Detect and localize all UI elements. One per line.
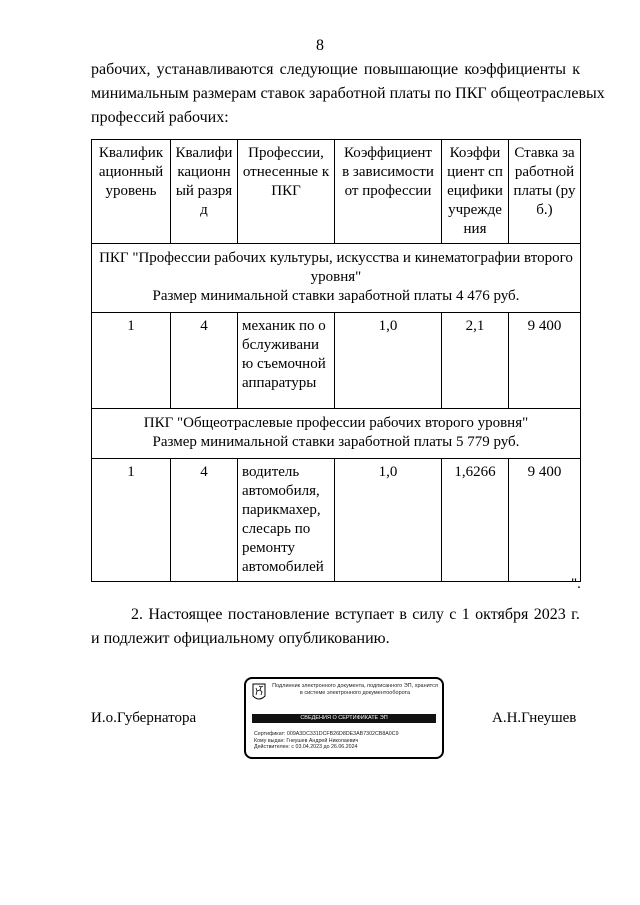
page-number: 8 (316, 37, 324, 54)
para-word: 2. (131, 606, 143, 623)
group-header (92, 244, 581, 313)
para-word: г. (571, 606, 580, 623)
para-line-2: и подлежит официальному опубликованию. (91, 630, 390, 647)
intro-word: рабочих, (91, 61, 151, 78)
para-word: в (399, 606, 407, 623)
stamp-certificate-banner: СВЕДЕНИЯ О СЕРТИФИКАТЕ ЭП (252, 714, 436, 723)
cell-profession: механик по обслуживанию съемочной аппаратуры (238, 313, 335, 409)
cell-profession-coefficient: 1,0 (335, 459, 442, 582)
para-line-1 (91, 603, 580, 627)
stamp-info (254, 731, 399, 751)
header-qualification-grade: Квалификационный разряд (171, 140, 238, 244)
para-word: октября (475, 606, 529, 623)
para-word: с (449, 606, 457, 623)
deer-emblem-icon (252, 683, 266, 703)
group-min-rate: Размер минимальной ставки заработной платы 5 779 руб. (152, 434, 520, 450)
para-word: Настоящее (148, 606, 223, 623)
intro-line-2: минимальным размерам ставок заработной платы по ПКГ общеотраслевых (91, 85, 605, 102)
header-professions: Профессии, отнесенные к ПКГ (238, 140, 335, 244)
signer-name: А.Н.Гнеушев (492, 710, 577, 726)
cell-profession: водитель автомобиля, парикмахер, слесарь по ремонту автомобилей (238, 459, 335, 582)
cell-grade: 4 (171, 459, 238, 582)
header-profession-coefficient: Коэффициент в зависимости от профессии (335, 140, 442, 244)
cell-profession-coefficient: 1,0 (335, 313, 442, 409)
cell-level: 1 (92, 459, 171, 582)
intro-paragraph (91, 58, 605, 130)
group-title: ПКГ "Профессии рабочих культуры, искусства и кинематографии второго уровня" (99, 250, 573, 285)
group-title: ПКГ "Общеотраслевые профессии рабочих второго уровня" (143, 415, 529, 431)
stamp-validity: Действителен: с 03.04.2023 до 26.06.2024 (254, 744, 358, 750)
intro-line-1 (91, 58, 580, 82)
cell-institution-coefficient: 1,6266 (442, 459, 509, 582)
intro-word: коэффициенты (464, 61, 566, 78)
intro-word: устанавливаются (156, 61, 274, 78)
cell-institution-coefficient: 2,1 (442, 313, 509, 409)
header-salary-rate: Ставка заработной платы (руб.) (509, 140, 581, 244)
group-header-row (92, 409, 581, 459)
cell-salary: 9 400 (509, 313, 581, 409)
intro-word: повышающие (363, 61, 459, 78)
header-institution-coefficient: Коэффициент специфики учреждения (442, 140, 509, 244)
cell-level: 1 (92, 313, 171, 409)
electronic-signature-stamp (244, 677, 444, 759)
table-row (92, 459, 581, 582)
intro-word: следующие (279, 61, 358, 78)
group-header (92, 409, 581, 459)
group-min-rate: Размер минимальной ставки заработной платы 4 476 руб. (152, 288, 520, 304)
para-word: 1 (461, 606, 470, 623)
stamp-header: Подлинник электронного документа, подписанного ЭП, хранится в системе электронного документооборота (272, 683, 438, 696)
table-header-row (92, 140, 581, 244)
para-word: постановление (227, 606, 330, 623)
table-row (92, 313, 581, 409)
group-header-row (92, 244, 581, 313)
intro-line-3: профессий рабочих: (91, 109, 229, 126)
cell-grade: 4 (171, 313, 238, 409)
closing-quote: ". (571, 576, 581, 592)
cell-salary: 9 400 (509, 459, 581, 582)
stamp-issued-to: Кому выдан: Гнеушев Андрей Николаевич (254, 737, 359, 744)
intro-word: к (572, 61, 580, 78)
para-word: вступает (334, 606, 394, 623)
coefficient-table (91, 139, 581, 582)
effective-date-paragraph (91, 603, 580, 651)
signer-position: И.о.Губернатора (91, 710, 197, 726)
para-word: 2023 (533, 606, 566, 623)
stamp-certificate: Сертификат: 009A3DC331DCFB26D8DE3AB7302CB8A0C9 (254, 731, 399, 737)
header-qualification-level: Квалификационный уровень (92, 140, 171, 244)
para-word: силу (412, 606, 444, 623)
